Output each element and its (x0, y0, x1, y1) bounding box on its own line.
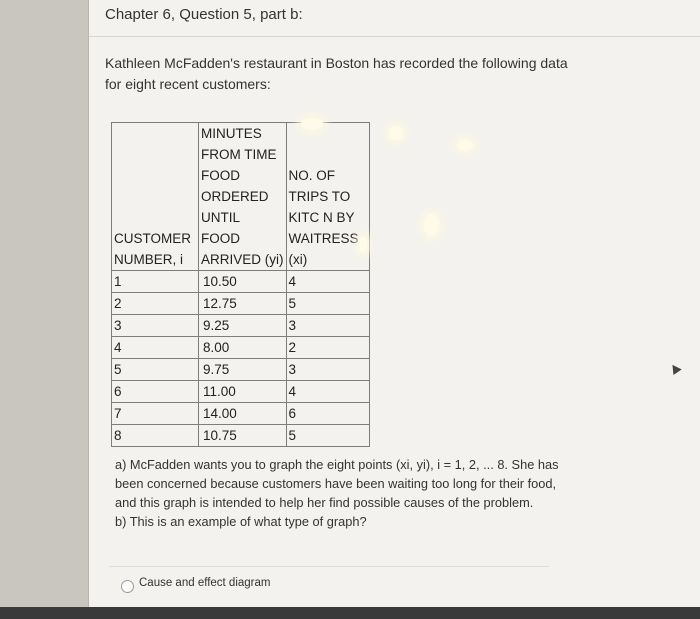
cell-customer: 7 (112, 403, 199, 425)
data-table (111, 122, 370, 447)
chapter-title: Chapter 6, Question 5, part b: (105, 6, 303, 23)
header-minutes-line: ARRIVED (yi) (201, 252, 284, 267)
cell-trips: 4 (286, 271, 369, 293)
table-row (112, 293, 370, 315)
header-minutes (199, 123, 287, 271)
cell-minutes: 8.00 (199, 337, 287, 359)
cell-trips: 2 (286, 337, 369, 359)
screen-bezel (0, 607, 700, 619)
cell-trips: 3 (286, 315, 369, 337)
question-page (88, 0, 700, 607)
header-minutes-line: FROM TIME (201, 147, 277, 162)
question-b: b) This is an example of what type of graph? (115, 514, 367, 529)
header-trips-line: NO. OF (288, 168, 336, 183)
radio-button[interactable] (121, 580, 134, 593)
cell-minutes: 10.75 (199, 425, 287, 447)
cell-trips: 4 (286, 381, 369, 403)
cell-customer: 5 (112, 359, 199, 381)
cell-minutes: 10.50 (199, 271, 287, 293)
header-trips-line: (xi) (288, 252, 308, 267)
cell-minutes: 12.75 (199, 293, 287, 315)
table-row (112, 337, 370, 359)
cell-trips: 6 (286, 403, 369, 425)
header-minutes-line: ORDERED (201, 189, 269, 204)
table-row (112, 315, 370, 337)
table-header-row (112, 123, 370, 271)
cell-minutes: 9.75 (199, 359, 287, 381)
table-row (112, 271, 370, 293)
table-row (112, 359, 370, 381)
header-minutes-line: FOOD (201, 168, 240, 183)
question-a: a) McFadden wants you to graph the eight points (xi, yi), i = 1, 2, ... 8. She has been concerned because customers have been waiting too long for their food, and this graph is intended to help her find possible causes of the problem. (115, 457, 559, 510)
cell-trips: 3 (286, 359, 369, 381)
cell-customer: 3 (112, 315, 199, 337)
screen-glare (359, 237, 367, 253)
cell-customer: 1 (112, 271, 199, 293)
header-customer (112, 123, 199, 271)
cell-minutes: 11.00 (199, 381, 287, 403)
cell-minutes: 14.00 (199, 403, 287, 425)
divider (89, 36, 700, 37)
screen-glare (301, 118, 323, 130)
answer-option[interactable] (109, 566, 549, 607)
header-trips-line: KITC N BY (288, 210, 355, 225)
screen-glare (457, 140, 473, 150)
cell-customer: 6 (112, 381, 199, 403)
header-trips-line: WAITRESS (288, 231, 359, 246)
cell-customer: 4 (112, 337, 199, 359)
question-text (115, 455, 560, 531)
table-row (112, 425, 370, 447)
cell-customer: 8 (112, 425, 199, 447)
cell-trips: 5 (286, 425, 369, 447)
table-row (112, 381, 370, 403)
header-minutes-line: UNTIL (201, 210, 241, 225)
header-trips-line: TRIPS TO (288, 189, 351, 204)
intro-text: Kathleen McFadden's restaurant in Boston has recorded the following data for eight recent customers: (105, 55, 568, 92)
screen-glare (389, 126, 403, 140)
header-customer-line: CUSTOMER (114, 231, 192, 246)
cell-customer: 2 (112, 293, 199, 315)
header-trips (286, 123, 369, 271)
cell-minutes: 9.25 (199, 315, 287, 337)
cell-trips: 5 (286, 293, 369, 315)
option-label[interactable]: Cause and effect diagram (139, 577, 271, 589)
header-minutes-line: MINUTES (201, 126, 262, 141)
header-customer-line: NUMBER, i (114, 252, 184, 267)
screen-glare (424, 214, 438, 236)
table-row (112, 403, 370, 425)
header-minutes-line: FOOD (201, 231, 240, 246)
